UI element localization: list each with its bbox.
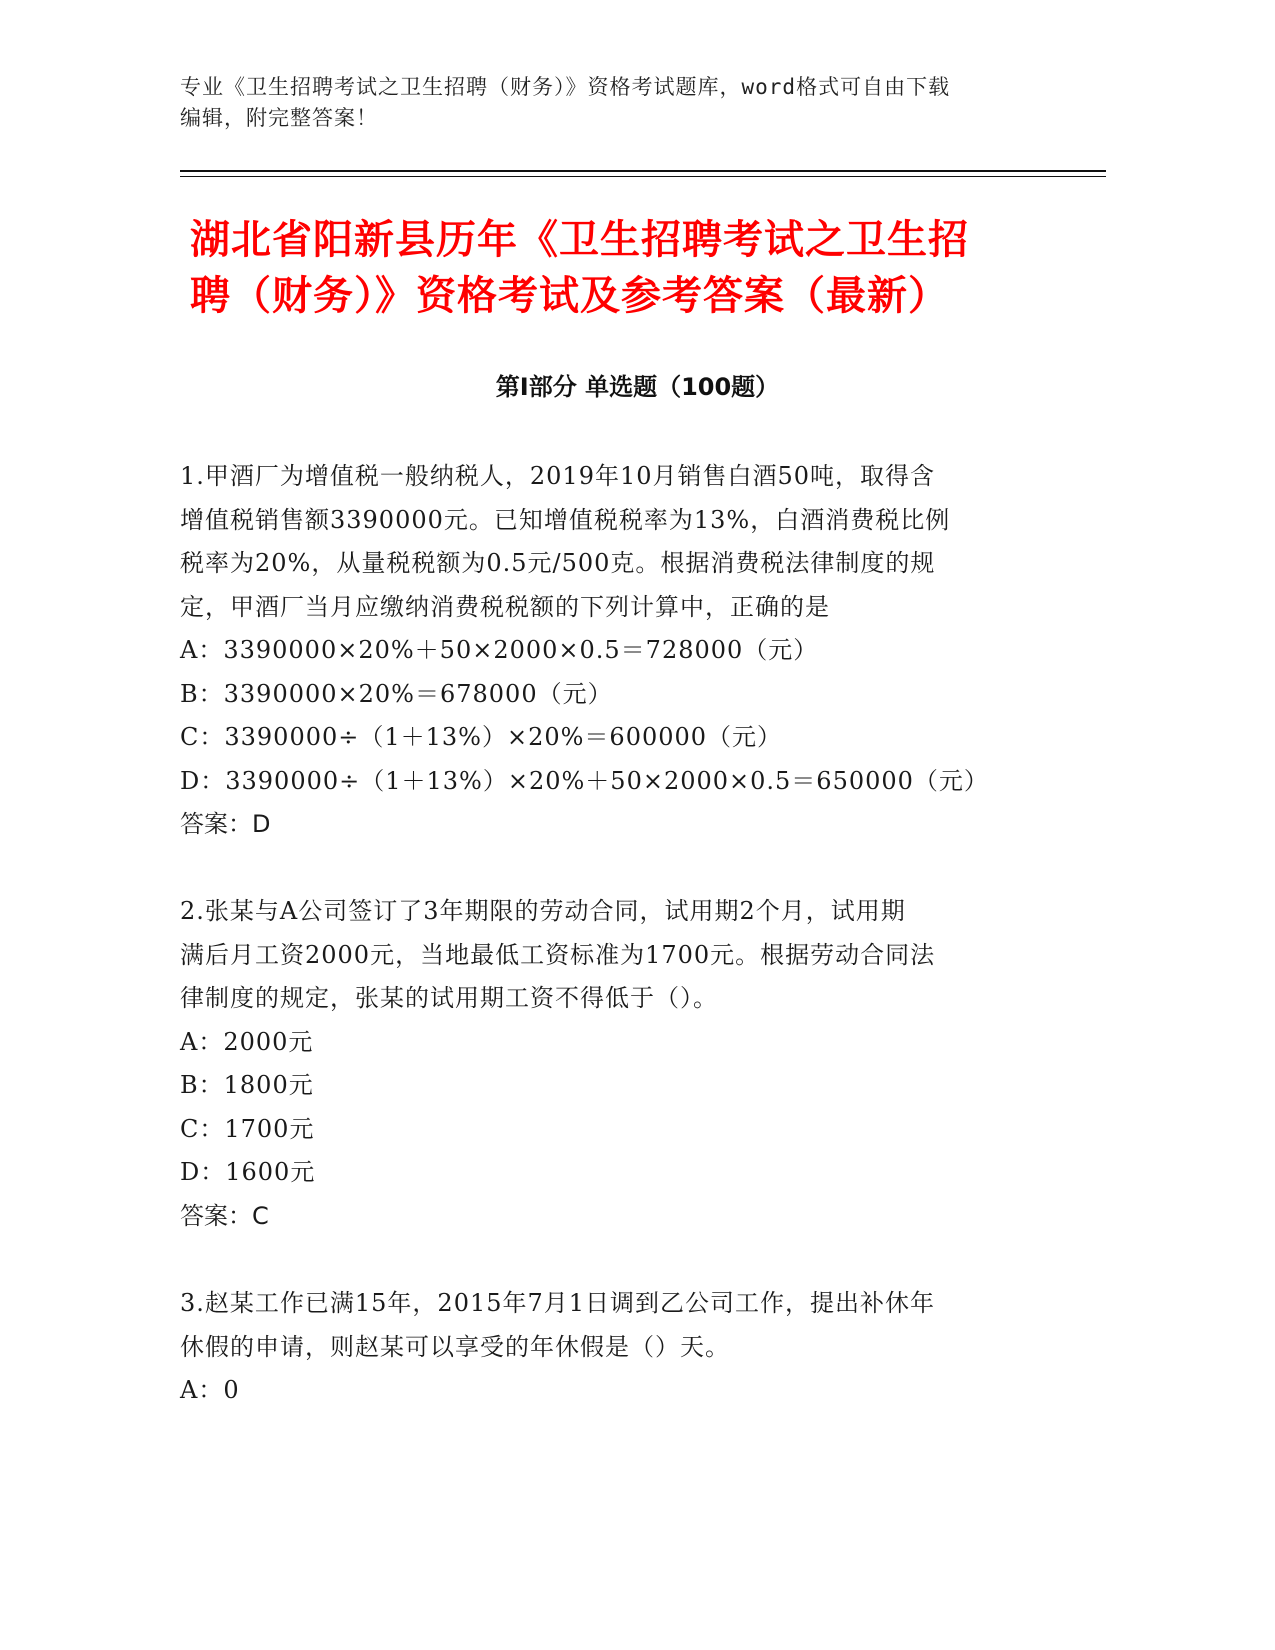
question-stem-line: 定，甲酒厂当月应缴纳消费税税额的下列计算中，正确的是 [180, 592, 830, 621]
header-note-line-1: 专业《卫生招聘考试之卫生招聘（财务）》资格考试题库，word格式可自由下载 [180, 75, 951, 99]
header-note [180, 72, 1050, 134]
question-stem-line: 1.甲酒厂为增值税一般纳税人，2019年10月销售白酒50吨，取得含 [180, 462, 936, 490]
question-stem-line: 税率为20%，从量税税额为0.5元/500克。根据消费税法律制度的规 [180, 549, 936, 577]
question-stem-line: 休假的申请，则赵某可以享受的年休假是（）天。 [180, 1332, 730, 1361]
question-1 [180, 455, 1040, 847]
question-stem-line: 3.赵某工作已满15年，2015年7月1日调到乙公司工作，提出补休年 [180, 1289, 936, 1317]
document-title-line-1: 湖北省阳新县历年《卫生招聘考试之卫生招 [190, 217, 969, 263]
header-note-line-2: 编辑，附完整答案！ [180, 106, 378, 130]
option-d: D：1600元 [180, 1158, 316, 1186]
document-title [190, 212, 1090, 324]
question-stem-line: 律制度的规定，张某的试用期工资不得低于（）。 [180, 984, 718, 1012]
option-b: B：3390000×20%＝678000（元） [180, 679, 613, 708]
question-stem-line: 增值税销售额3390000元。已知增值税税率为13%，白酒消费税比例 [180, 505, 951, 534]
document-title-line-2: 聘（财务）》资格考试及参考答案（最新） [190, 273, 949, 319]
answer: 答案：D [180, 810, 271, 838]
question-stem-line: 满后月工资2000元，当地最低工资标准为1700元。根据劳动合同法 [180, 940, 936, 969]
question-3 [180, 1282, 1040, 1413]
answer: 答案：C [180, 1201, 269, 1230]
header-rule-thick [180, 170, 1106, 172]
option-d: D：3390000÷（1＋13%）×20%＋50×2000×0.5＝650000（元） [180, 766, 989, 795]
option-b: B：1800元 [180, 1071, 314, 1099]
option-c: C：1700元 [180, 1114, 315, 1143]
header-rule-thin [180, 176, 1106, 177]
section-title: 第Ⅰ部分 单选题（100题） [495, 373, 780, 401]
option-a: A：2000元 [180, 1027, 314, 1056]
option-a: A：0 [180, 1376, 240, 1404]
option-c: C：3390000÷（1＋13%）×20%＝600000（元） [180, 723, 783, 751]
question-2 [180, 890, 1040, 1238]
option-a: A：3390000×20%＋50×2000×0.5＝728000（元） [180, 636, 819, 664]
question-stem-line: 2.张某与A公司签订了3年期限的劳动合同，试用期2个月，试用期 [180, 897, 906, 925]
